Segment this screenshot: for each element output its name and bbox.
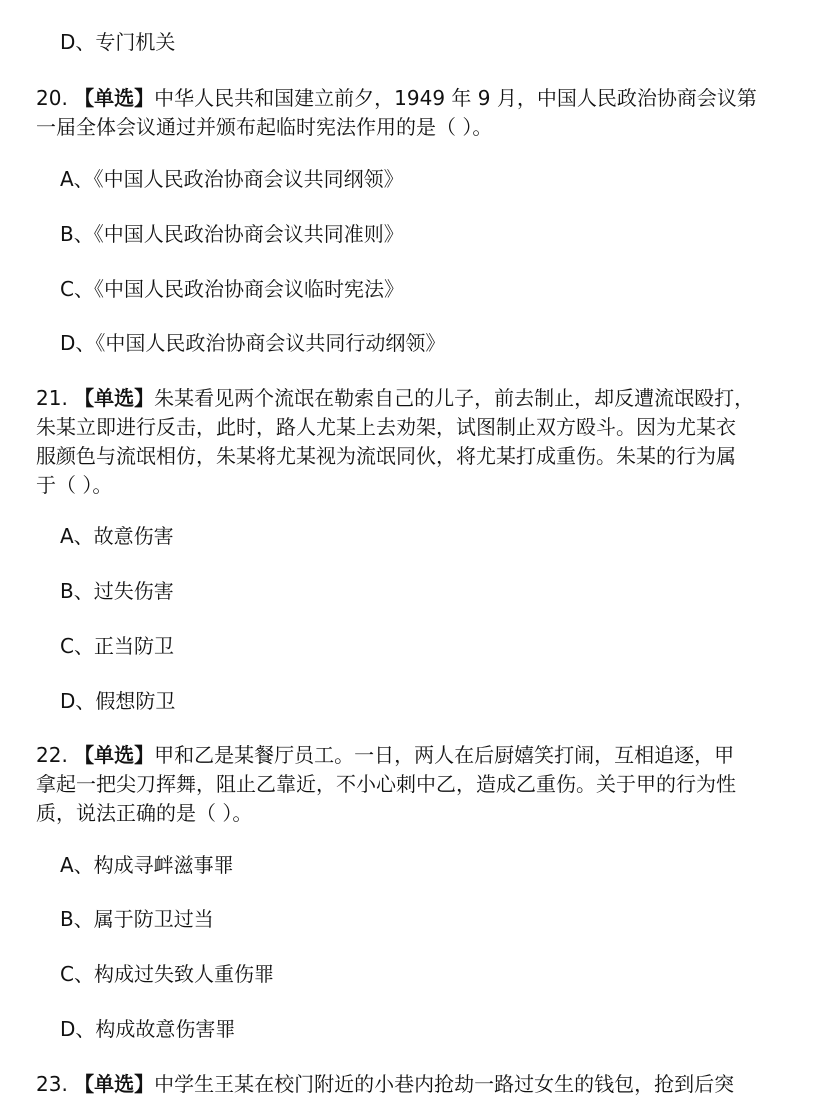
question-21-text-line-2: 朱某立即进行反击，此时，路人尤某上去劝架，试图制止双方殴斗。因为尤某衣 xyxy=(36,415,736,439)
question-21-type-tag: 【单选】 xyxy=(74,386,155,410)
q22-option-a: A、构成寻衅滋事罪 xyxy=(60,853,234,877)
q21-option-a: A、故意伤害 xyxy=(60,524,174,548)
question-23-number: 23. xyxy=(36,1072,75,1096)
q22-option-c: C、构成过失致人重伤罪 xyxy=(60,962,274,986)
question-21-text-line-1: 朱某看见两个流氓在勒索自己的儿子，前去制止，却反遭流氓殴打， xyxy=(154,386,755,410)
question-22-text-line-1: 甲和乙是某餐厅员工。一日，两人在后厨嬉笑打闹，互相追逐，甲 xyxy=(154,743,735,767)
question-22-text-line-3: 质，说法正确的是（ ）。 xyxy=(36,801,253,825)
question-21-text-line-4: 于（ ）。 xyxy=(36,473,113,497)
question-21-text-line-3: 服颜色与流氓相仿，朱某将尤某视为流氓同伙，将尤某打成重伤。朱某的行为属 xyxy=(36,444,736,468)
q22-option-b: B、属于防卫过当 xyxy=(60,907,214,931)
question-23-text-line-1: 中学生王某在校门附近的小巷内抢劫一路过女生的钱包，抢到后突 xyxy=(154,1072,735,1096)
q20-option-a: A、《中国人民政治协商会议共同纲领》 xyxy=(60,167,404,191)
q19-option-d: D、专门机关 xyxy=(60,30,176,54)
question-22-stem xyxy=(36,741,776,828)
question-20-text-line-2: 一届全体会议通过并颁布起临时宪法作用的是（ ）。 xyxy=(36,115,493,139)
q21-option-c: C、正当防卫 xyxy=(60,634,174,658)
q21-option-d: D、假想防卫 xyxy=(60,689,176,713)
question-20-type-tag: 【单选】 xyxy=(74,86,155,110)
question-23-type-tag: 【单选】 xyxy=(74,1072,155,1096)
question-22-number: 22. xyxy=(36,743,75,767)
q20-option-d: D、《中国人民政治协商会议共同行动纲领》 xyxy=(60,331,446,355)
question-21-number: 21. xyxy=(36,386,75,410)
q21-option-b: B、过失伤害 xyxy=(60,579,174,603)
q20-option-b: B、《中国人民政治协商会议共同准则》 xyxy=(60,222,404,246)
question-23-stem xyxy=(36,1070,776,1099)
q22-option-d: D、构成故意伤害罪 xyxy=(60,1017,236,1041)
question-20-number: 20. xyxy=(36,86,75,110)
question-22-text-line-2: 拿起一把尖刀挥舞，阻止乙靠近，不小心刺中乙，造成乙重伤。关于甲的行为性 xyxy=(36,772,736,796)
question-20-stem xyxy=(36,84,776,142)
question-22-type-tag: 【单选】 xyxy=(74,743,155,767)
question-20-text-line-1: 中华人民共和国建立前夕，1949 年 9 月，中国人民政治协商会议第 xyxy=(154,86,757,110)
question-21-stem xyxy=(36,384,776,500)
q20-option-c: C、《中国人民政治协商会议临时宪法》 xyxy=(60,277,404,301)
